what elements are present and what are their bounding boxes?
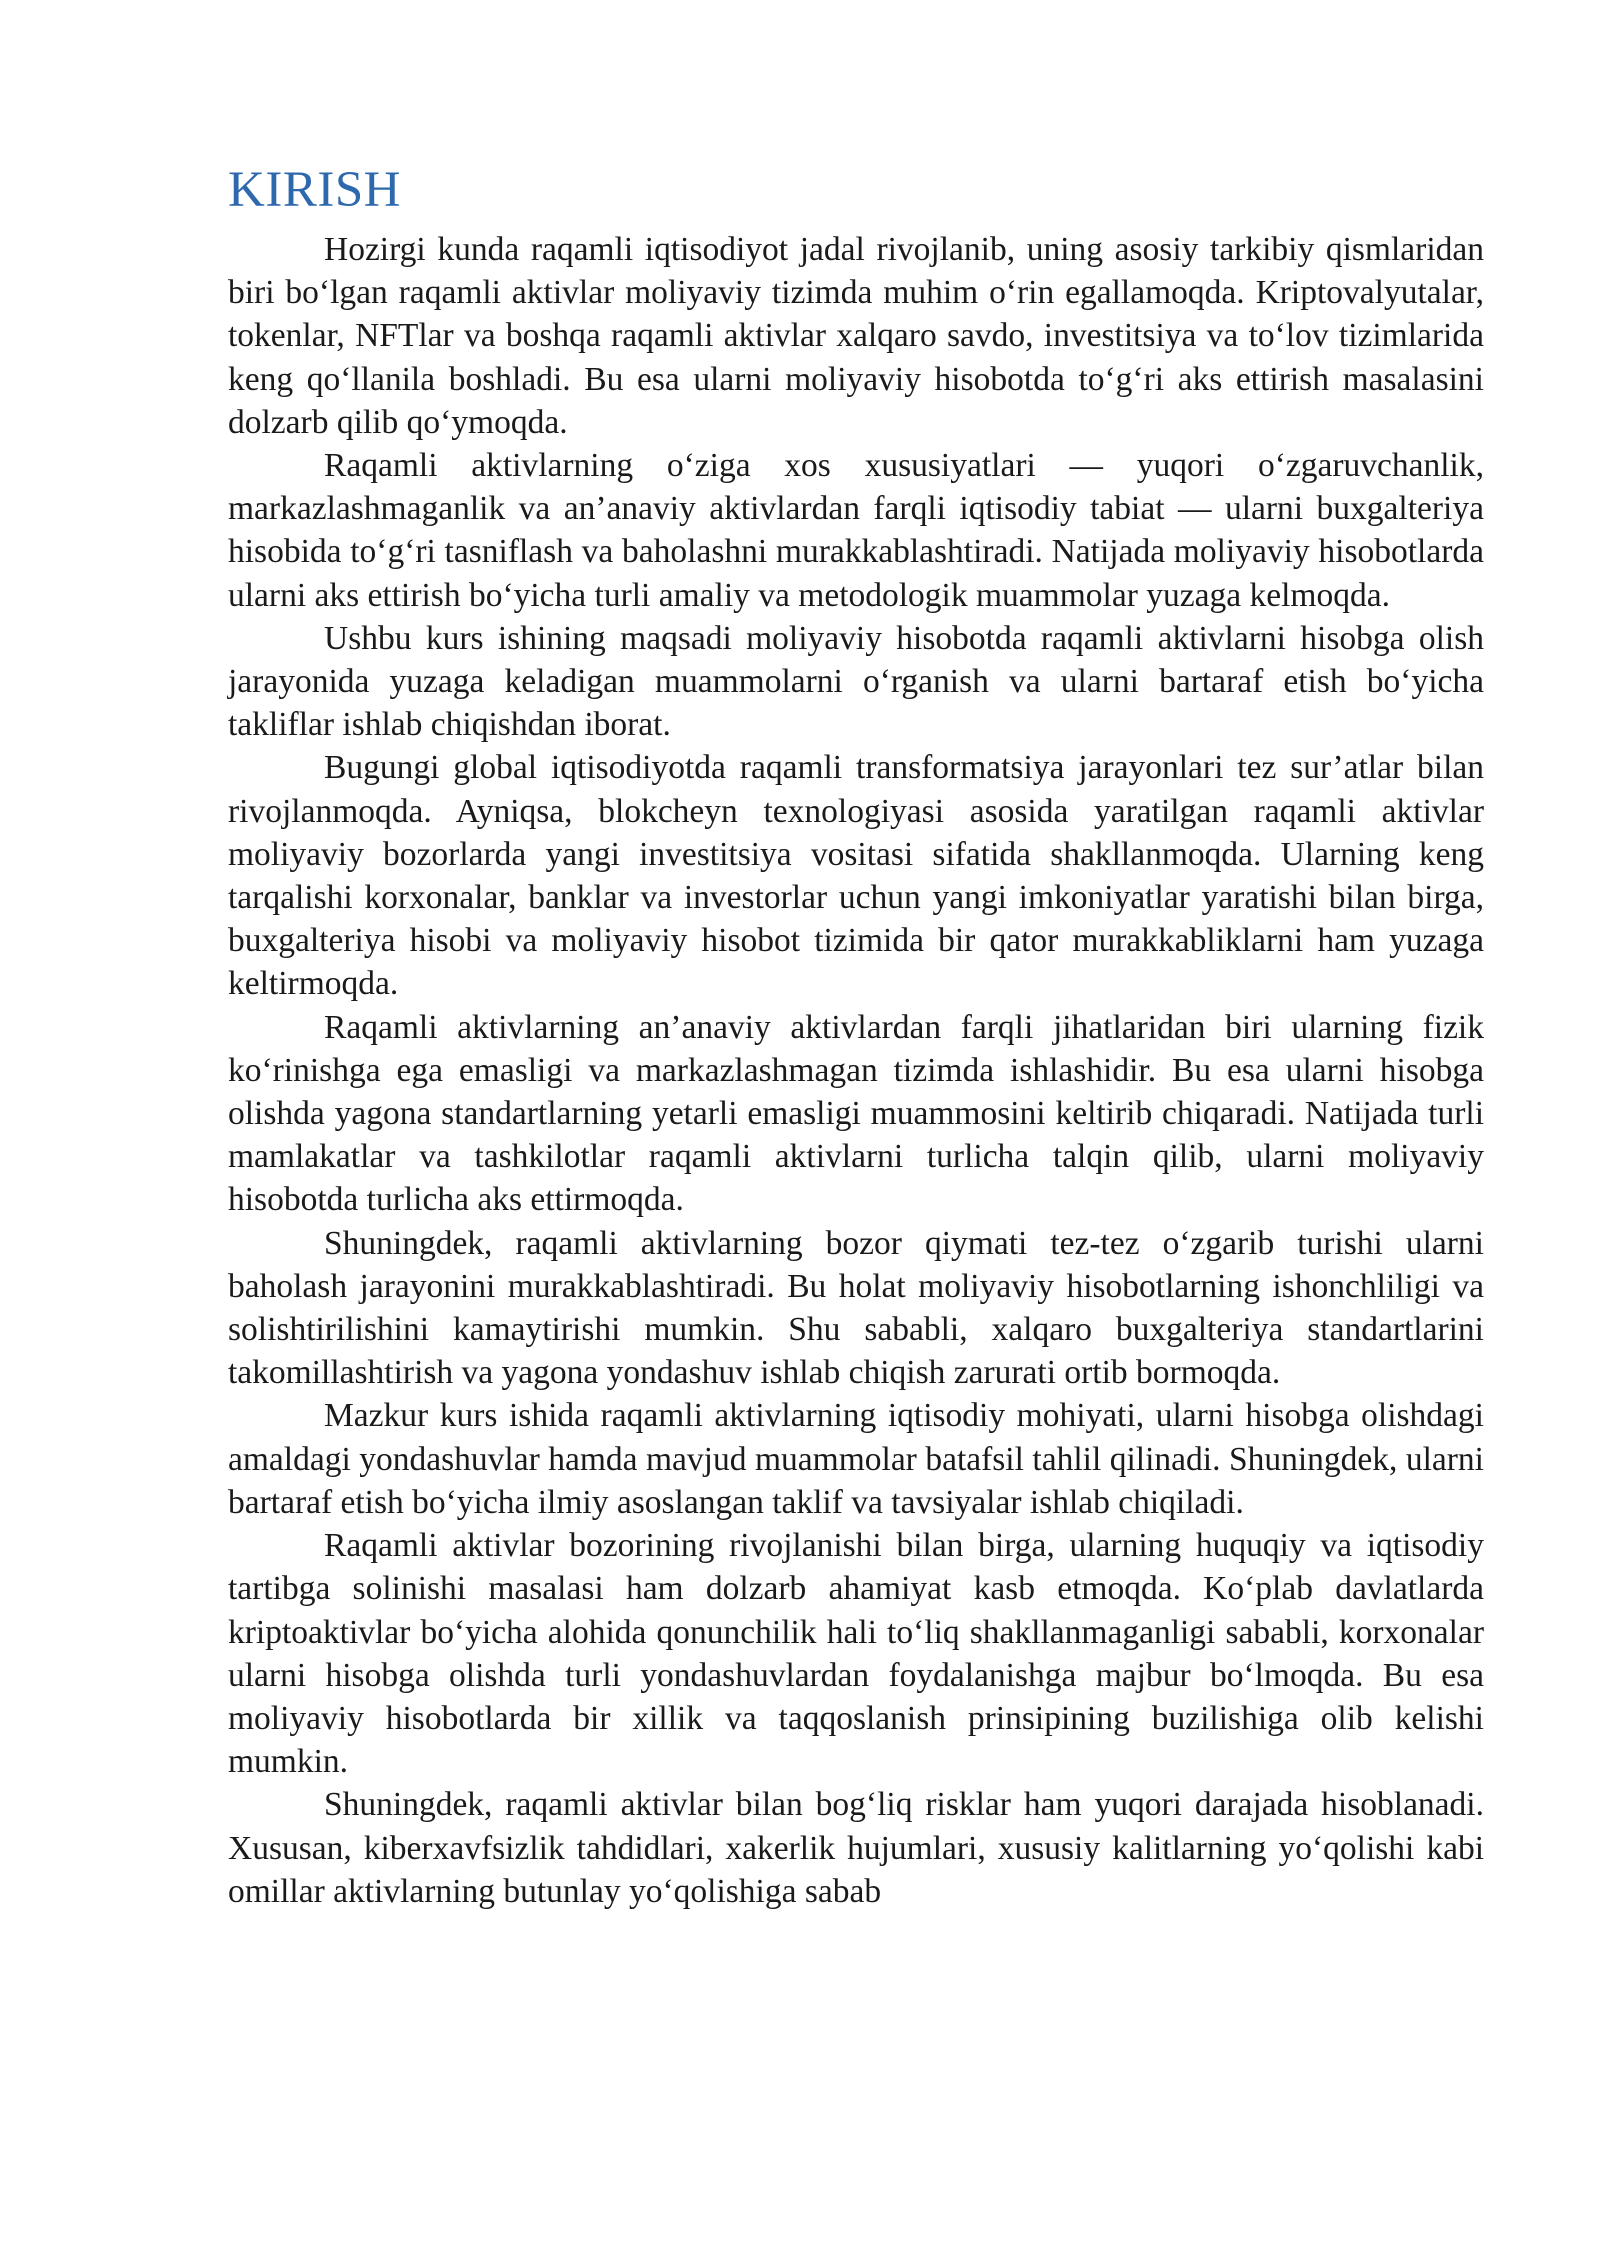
paragraph: Shuningdek, raqamli aktivlar bilan bog‘liq risklar ham yuqori darajada hisoblanadi. Xususan, kiberxavfsizlik tahdidlari, xakerlik hujumlari, xususiy kalitlarning yo‘qolishi kabi omillar aktivlarning butunlay yo‘qolishiga sabab bbox=[228, 1786, 1484, 1910]
paragraph: Raqamli aktivlar bozorining rivojlanishi bilan birga, ularning huquqiy va iqtisodiy tartibga solinishi masalasi ham dolzarb ahamiyat kasb etmoqda. Ko‘plab davlatlarda kriptoaktivlar bo‘yicha alohida qonunchilik hali to‘liq shakllanmaganligi sababli, korxonalar ularni hisobga olishda turli yondashuvlardan foydalanishga majbur bo‘lmoqda. Bu esa moliyaviy hisobotlarda bir xillik va taqqoslanish prinsipining buzilishiga olib kelishi mumkin. bbox=[228, 1527, 1484, 1781]
paragraph: Shuningdek, raqamli aktivlarning bozor qiymati tez-tez o‘zgarib turishi ularni baholash jarayonini murakkablashtiradi. Bu holat moliyaviy hisobotlarning ishonchliligi va solishtirilishini kamaytirishi mumkin. Shu sababli, xalqaro buxgalteriya standartlarini takomillashtirish va yagona yondashuv ishlab chiqish zarurati ortib bormoqda. bbox=[228, 1224, 1484, 1392]
paragraph: Hozirgi kunda raqamli iqtisodiyot jadal rivojlanib, uning asosiy tarkibiy qismlaridan biri bo‘lgan raqamli aktivlar moliyaviy tizimda muhim o‘rin egallamoqda. Kriptovalyutalar, tokenlar, NFTlar va boshqa raqamli aktivlar xalqaro savdo, investitsiya va to‘lov tizimlarida keng qo‘llanila boshladi. Bu esa ularni moliyaviy hisobotda to‘g‘ri aks ettirish masalasini dolzarb qilib qo‘ymoqda. bbox=[228, 231, 1484, 441]
document-body bbox=[228, 152, 1484, 1913]
paragraph: Raqamli aktivlarning an’anaviy aktivlardan farqli jihatlaridan biri ularning fizik ko‘rinishga ega emasligi va markazlashmagan tizimda ishlashidir. Bu esa ularni hisobga olishda yagona standartlarning yetarli emasligi muammosini keltirib chiqaradi. Natijada turli mamlakatlar va tashkilotlar raqamli aktivlarni turlicha talqin qilib, ularni moliyaviy hisobotda turlicha aks ettirmoqda. bbox=[228, 1008, 1484, 1219]
paragraph: Bugungi global iqtisodiyotda raqamli transformatsiya jarayonlari tez sur’atlar bilan rivojlanmoqda. Ayniqsa, blokcheyn texnologiyasi asosida yaratilgan raqamli aktivlar moliyaviy bozorlarda yangi investitsiya vositasi sifatida shakllanmoqda. Ularning keng tarqalishi korxonalar, banklar va investorlar uchun yangi imkoniyatlar yaratishi bilan birga, buxgalteriya hisobi va moliyaviy hisobot tizimida bir qator murakkabliklarni ham yuzaga keltirmoqda. bbox=[228, 749, 1484, 1003]
paragraph: Raqamli aktivlarning o‘ziga xos xususiyatlari — yuqori o‘zgaruvchanlik, markazlashmaganlik va an’anaviy aktivlardan farqli iqtisodiy tabiat — ularni buxgalteriya hisobida to‘g‘ri tasniflash va baholashni murakkablashtiradi. Natijada moliyaviy hisobotlarda ularni aks ettirish bo‘yicha turli amaliy va metodologik muammolar yuzaga kelmoqda. bbox=[228, 447, 1484, 614]
section-heading: KIRISH bbox=[228, 162, 402, 218]
paragraph: Mazkur kurs ishida raqamli aktivlarning iqtisodiy mohiyati, ularni hisobga olishdagi amaldagi yondashuvlar hamda mavjud muammolar batafsil tahlil qilinadi. Shuningdek, ularni bartaraf etish bo‘yicha ilmiy asoslangan taklif va tavsiyalar ishlab chiqiladi. bbox=[228, 1397, 1484, 1521]
paragraph: Ushbu kurs ishining maqsadi moliyaviy hisobotda raqamli aktivlarni hisobga olish jarayonida yuzaga keladigan muammolarni o‘rganish va ularni bartaraf etish bo‘yicha takliflar ishlab chiqishdan iborat. bbox=[228, 619, 1484, 744]
